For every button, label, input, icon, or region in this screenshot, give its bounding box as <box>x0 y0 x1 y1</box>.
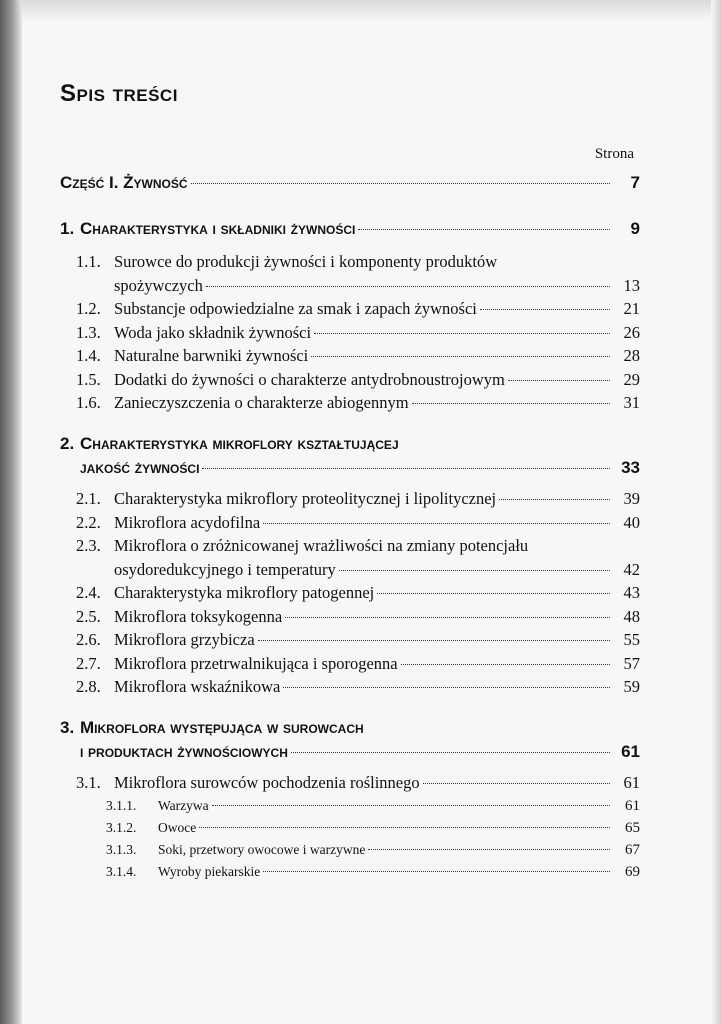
toc-section <box>60 652 640 676</box>
page-number: 61 <box>621 741 640 761</box>
toc-section <box>60 274 640 298</box>
chapter-number: 2. <box>60 433 75 453</box>
section-title: Mikroflora grzybicza <box>114 630 255 649</box>
section-number: 2.4. <box>76 583 101 602</box>
toc-section <box>60 558 640 582</box>
chapter-heading <box>60 456 640 480</box>
leader-dots <box>263 871 610 872</box>
leader-dots <box>283 687 610 688</box>
leader-dots <box>212 805 610 806</box>
leader-dots <box>191 183 610 184</box>
chapter-title-first-line: Mikroflora występująca w surowcach <box>80 717 364 737</box>
page-number: 67 <box>625 841 640 858</box>
section-title-first-line: Surowce do produkcji żywności i komponenty produktów <box>114 252 498 271</box>
chapter-title-first-line: Charakterystyka mikroflory kształtującej <box>80 433 399 453</box>
page-shadow-top <box>0 0 721 22</box>
page-number: 9 <box>630 218 640 238</box>
subsection-title: Warzywa <box>158 797 209 813</box>
leader-dots <box>377 593 610 594</box>
subsection-number: 3.1.1. <box>106 797 137 813</box>
toc-chapter-3 <box>60 716 640 883</box>
section-number: 1.1. <box>76 252 101 271</box>
page-gutter-shadow <box>0 0 22 1024</box>
toc-section <box>60 487 640 511</box>
chapter-title: i produktach żywnościowych <box>80 741 288 761</box>
toc-part-1 <box>60 171 640 195</box>
page-column-header: Strona <box>594 146 634 162</box>
section-title: Mikroflora wskaźnikowa <box>114 677 281 696</box>
page-number: 21 <box>623 299 640 318</box>
toc-section <box>60 368 640 392</box>
section-title: Woda jako składnik żywności <box>114 322 312 342</box>
chapter-heading <box>60 217 640 241</box>
toc-section <box>60 771 640 795</box>
section-title: Substancje odpowiedzialne za smak i zapach żywności <box>114 299 477 318</box>
leader-dots <box>480 309 610 310</box>
toc-section <box>60 581 640 605</box>
page-number: 28 <box>623 346 640 365</box>
page-number: 40 <box>623 512 640 532</box>
section-title: Naturalne barwniki żywności <box>114 346 309 365</box>
section-number: 2.2. <box>76 512 101 532</box>
chapter-title: jakość żywności <box>80 457 200 477</box>
page-number: 48 <box>623 606 640 626</box>
toc-section <box>60 628 640 652</box>
leader-dots <box>499 499 610 500</box>
page-number: 42 <box>623 559 640 579</box>
page-number: 29 <box>623 369 640 389</box>
leader-dots <box>311 356 610 357</box>
section-number: 1.4. <box>76 346 101 365</box>
page-number: 33 <box>621 457 640 477</box>
subsection-title: Wyroby piekarskie <box>158 863 261 879</box>
chapter-heading-line <box>60 716 640 740</box>
chapter-title: Charakterystyka i składniki żywności <box>80 218 356 238</box>
subsection-number: 3.1.4. <box>106 863 137 879</box>
page-number: 57 <box>623 653 640 673</box>
section-title: Zanieczyszczenia o charakterze abiogennym <box>114 393 409 412</box>
page-number: 39 <box>623 489 640 508</box>
section-title: Mikroflora surowców pochodzenia roślinnego <box>114 773 420 792</box>
leader-dots <box>206 286 610 287</box>
leader-dots <box>368 849 610 850</box>
leader-dots <box>412 403 610 404</box>
toc-chapter-2 <box>60 432 640 699</box>
table-of-contents <box>60 80 640 900</box>
toc-subsection <box>60 817 640 839</box>
subsection-number: 3.1.2. <box>106 819 137 835</box>
section-title: Charakterystyka mikroflory proteolitycznej i lipolitycznej <box>114 489 497 508</box>
section-title: Mikroflora przetrwalnikująca i sporogenna <box>114 653 398 673</box>
section-number: 3.1. <box>76 773 101 792</box>
section-number: 1.3. <box>76 322 101 342</box>
toc-section <box>60 344 640 368</box>
leader-dots <box>401 664 610 665</box>
toc-chapter-1 <box>60 217 640 415</box>
chapter-heading <box>60 740 640 764</box>
leader-dots <box>285 617 610 618</box>
subsection-title: Soki, przetwory owocowe i warzywne <box>158 841 366 857</box>
section-number: 2.8. <box>76 677 101 696</box>
page-number: 59 <box>623 677 640 696</box>
section-title: Mikroflora acydofilna <box>114 512 261 532</box>
toc-subsection <box>60 839 640 861</box>
section-number: 2.7. <box>76 653 101 673</box>
toc-section <box>60 297 640 321</box>
section-number: 2.1. <box>76 489 101 508</box>
toc-section <box>60 675 640 699</box>
leader-dots <box>423 783 610 784</box>
section-title: osydoredukcyjnego i temperatury <box>114 559 336 579</box>
page-number: 69 <box>625 863 640 880</box>
section-number: 1.5. <box>76 369 101 389</box>
page-number: 31 <box>623 393 640 412</box>
page-number: 61 <box>623 773 640 792</box>
chapter-number: 3. <box>60 717 75 737</box>
section-number: 1.6. <box>76 393 101 412</box>
page-number: 65 <box>625 819 640 836</box>
page-number: 7 <box>630 173 640 192</box>
subsection-title: Owoce <box>158 819 197 835</box>
section-title-line <box>60 534 640 558</box>
section-number: 1.2. <box>76 299 101 318</box>
leader-dots <box>291 752 610 753</box>
section-title-line <box>60 250 640 274</box>
section-number: 2.6. <box>76 630 101 649</box>
leader-dots <box>314 333 610 334</box>
subsection-number: 3.1.3. <box>106 841 137 857</box>
toc-section <box>60 321 640 345</box>
toc-section <box>60 391 640 415</box>
page-number: 43 <box>623 583 640 602</box>
leader-dots <box>258 640 610 641</box>
page-number: 61 <box>625 797 640 814</box>
section-number: 2.3. <box>76 536 101 555</box>
page-number: 55 <box>623 630 640 649</box>
chapter-number: 1. <box>60 218 75 238</box>
leader-dots <box>339 570 610 571</box>
leader-dots <box>202 468 610 469</box>
section-title-first-line: Mikroflora o zróżnicowanej wrażliwości na zmiany potencjału <box>114 536 529 555</box>
section-title: Charakterystyka mikroflory patogennej <box>114 583 375 602</box>
page-number: 13 <box>623 275 640 295</box>
leader-dots <box>199 827 610 828</box>
leader-dots <box>358 229 610 230</box>
page-shadow-right <box>711 0 721 1024</box>
toc-subsection <box>60 795 640 817</box>
leader-dots <box>508 380 610 381</box>
toc-subsection <box>60 861 640 883</box>
chapter-heading-line <box>60 432 640 456</box>
toc-section <box>60 605 640 629</box>
part-label: Część I. Żywność <box>60 173 188 192</box>
section-title: Dodatki do żywności o charakterze antydrobnoustrojowym <box>114 369 505 389</box>
toc-section <box>60 511 640 535</box>
page-number: 26 <box>623 322 640 342</box>
section-title: spożywczych <box>114 275 203 295</box>
leader-dots <box>263 523 610 524</box>
section-number: 2.5. <box>76 606 101 626</box>
page-title: Spis treści <box>60 80 178 107</box>
section-title: Mikroflora toksykogenna <box>114 606 283 626</box>
